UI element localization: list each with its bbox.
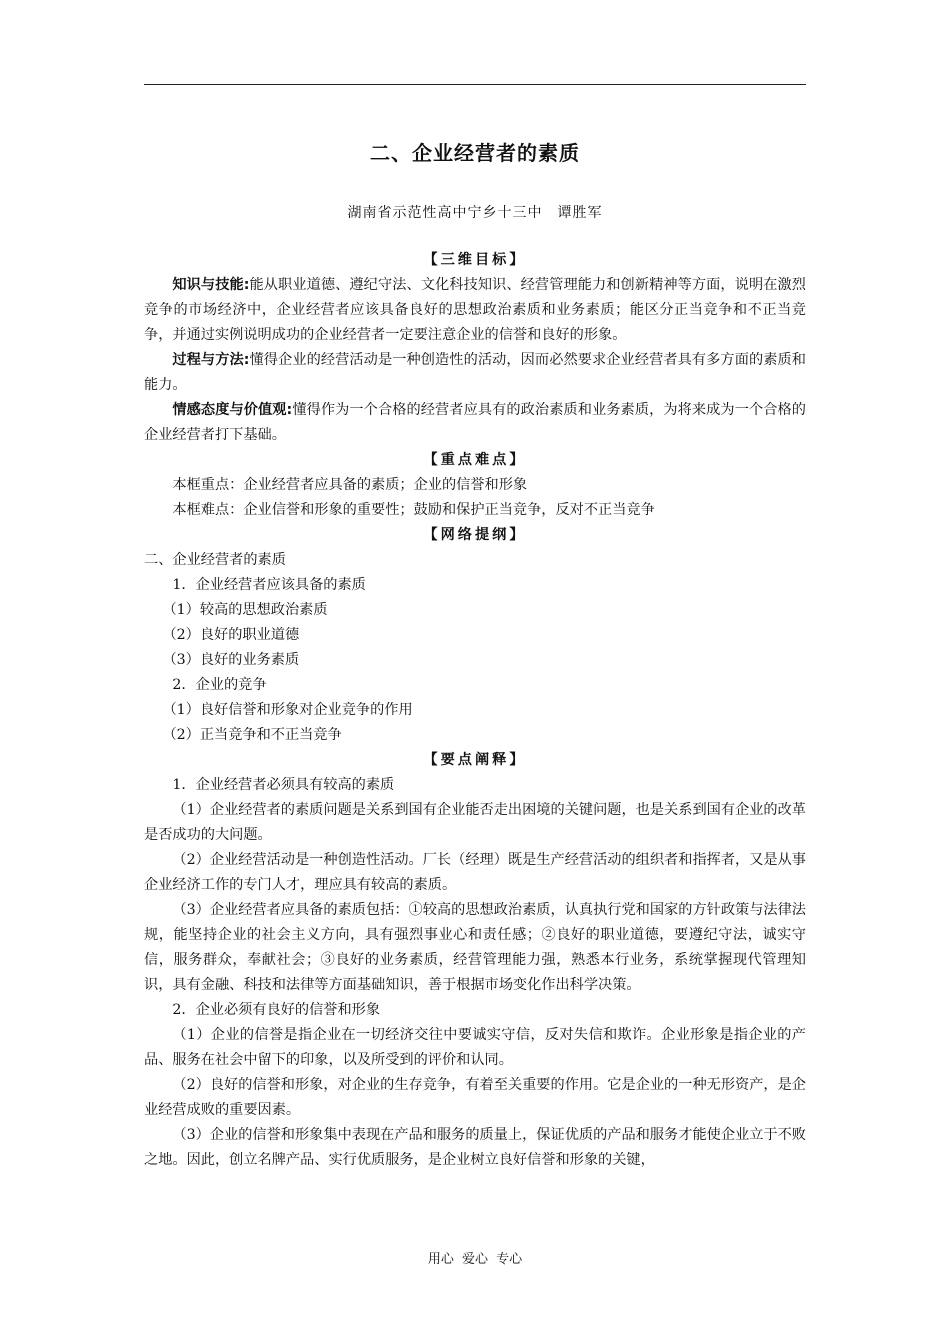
outline-heading: 【网络提纲】 bbox=[423, 527, 527, 543]
goal-knowledge bbox=[144, 273, 806, 348]
outline-item: （1）较高的思想政治素质 bbox=[162, 602, 328, 618]
explain-paragraph: （1）企业经营者的素质问题是关系到国有企业能否走出困境的关键问题，也是关系到国有企业的改革是否成功的大问题。 bbox=[144, 802, 806, 843]
page-footer: 用心 爱心 专心 bbox=[427, 1252, 523, 1267]
header-rule bbox=[144, 84, 806, 85]
keypoints-heading: 【重点难点】 bbox=[423, 452, 527, 468]
goal-process bbox=[144, 348, 806, 398]
goal-knowledge-label: 知识与技能: bbox=[172, 277, 250, 293]
outline-item: （1）良好信誉和形象对企业竞争的作用 bbox=[162, 702, 413, 718]
outline-item: （2）正当竞争和不正当竞争 bbox=[162, 727, 342, 743]
goal-knowledge-text: 能从职业道德、遵纪守法、文化科技知识、经营管理能力和创新精神等方面，说明在激烈竞争的市场经济中，企业经营者应该具备良好的思想政治素质和业务素质；能区分正当竞争和不正当竞争，并通过实例说明成功的企业经营者一定要注意企业的信誉和良好的形象。 bbox=[144, 277, 806, 343]
author-line: 湖南省示范性高中宁乡十三中 谭胜军 bbox=[347, 205, 603, 221]
keypoints-difficulty: 本框难点：企业信誉和形象的重要性；鼓励和保护正当竞争，反对不正当竞争 bbox=[172, 502, 655, 518]
document-body bbox=[144, 248, 806, 1173]
goal-emotion-label: 情感态度与价值观: bbox=[172, 402, 293, 418]
explain-paragraph: （3）企业经营者应具备的素质包括：①较高的思想政治素质，认真执行党和国家的方针政策与法律法规，能坚持企业的社会主义方向，具有强烈事业心和责任感；②良好的职业道德，要遵纪守法，诚实守信，服务群众，奉献社会；③良好的业务素质，经营管理能力强，熟悉本行业务，系统掌握现代管理知识，具有金融、科技和法律等方面基础知识，善于根据市场变化作出科学决策。 bbox=[144, 902, 806, 993]
outline-section-1: 1．企业经营者应该具备的素质 bbox=[172, 577, 366, 593]
explain-paragraph: （1）企业的信誉是指企业在一切经济交往中要诚实守信，反对失信和欺诈。企业形象是指企业的产品、服务在社会中留下的印象，以及所受到的评价和认同。 bbox=[144, 1027, 806, 1068]
goals-heading: 【三维目标】 bbox=[423, 252, 527, 268]
outline-root: 二、企业经营者的素质 bbox=[144, 552, 286, 568]
outline-item: （3）良好的业务素质 bbox=[162, 652, 300, 668]
keypoints-focus: 本框重点：企业经营者应具备的素质；企业的信誉和形象 bbox=[172, 477, 528, 493]
goal-emotion-text: 懂得作为一个合格的经营者应具有的政治素质和业务素质，为将来成为一个合格的企业经营者打下基础。 bbox=[144, 402, 806, 443]
explain-paragraph: （3）企业的信誉和形象集中表现在产品和服务的质量上，保证优质的产品和服务才能使企业立于不败之地。因此，创立名牌产品、实行优质服务，是企业树立良好信誉和形象的关键， bbox=[144, 1127, 806, 1168]
explain-paragraph: （2）企业经营活动是一种创造性活动。厂长（经理）既是生产经营活动的组织者和指挥者，又是从事企业经济工作的专门人才，理应具有较高的素质。 bbox=[144, 852, 806, 893]
goal-emotion bbox=[144, 398, 806, 448]
explain-paragraph: （2）良好的信誉和形象，对企业的生存竞争，有着至关重要的作用。它是企业的一种无形资产，是企业经营成败的重要因素。 bbox=[144, 1077, 806, 1118]
outline-item: （2）良好的职业道德 bbox=[162, 627, 300, 643]
explain-heading: 【要点阐释】 bbox=[423, 752, 527, 768]
explain-section-2: 2．企业必须有良好的信誉和形象 bbox=[172, 1002, 381, 1018]
outline-section-2: 2．企业的竞争 bbox=[172, 677, 267, 693]
explain-section-1: 1．企业经营者必须具有较高的素质 bbox=[172, 777, 395, 793]
page-title: 二、企业经营者的素质 bbox=[370, 141, 580, 165]
goal-process-label: 过程与方法: bbox=[172, 352, 250, 368]
goal-process-text: 懂得企业的经营活动是一种创造性的活动，因而必然要求企业经营者具有多方面的素质和能力。 bbox=[144, 352, 806, 393]
